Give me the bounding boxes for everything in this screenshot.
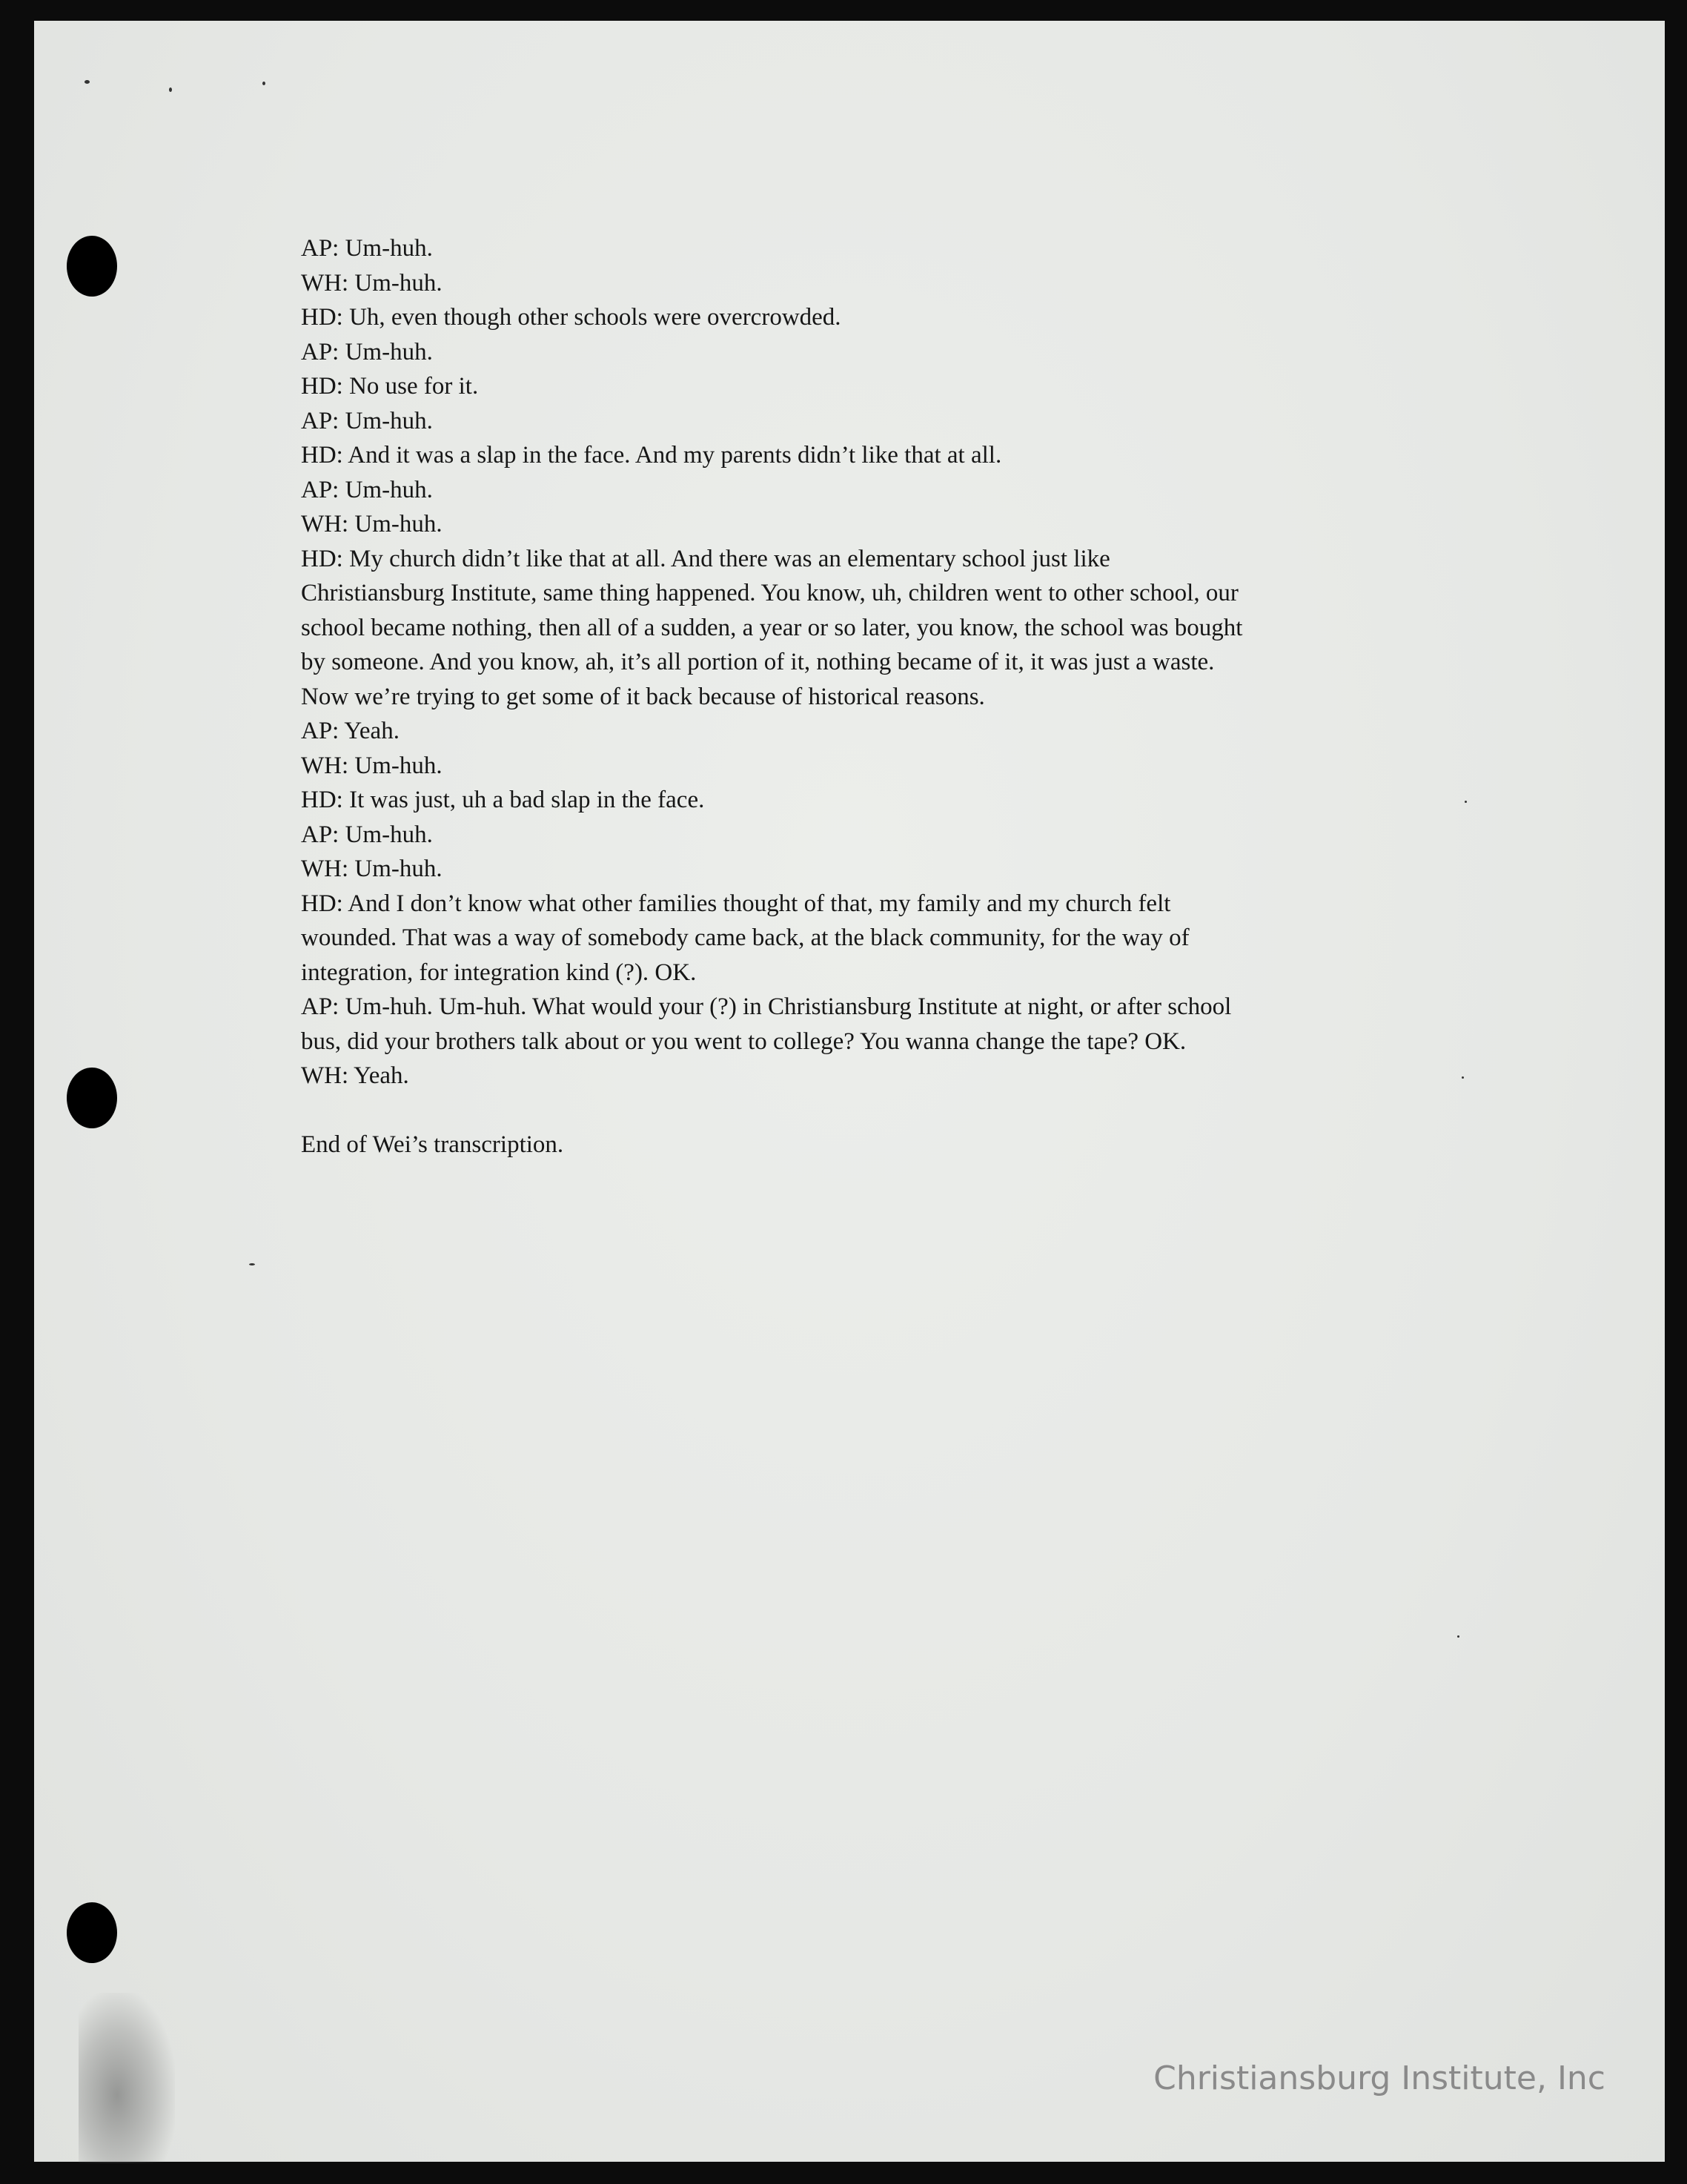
transcript-line: AP: Um-huh. Um-huh. What would your (?) in Christiansburg Institute at night, or after school	[301, 993, 1232, 1020]
transcript-line: HD: No use for it.	[301, 373, 479, 400]
speck	[1457, 1635, 1459, 1638]
transcript-line: AP: Um-huh.	[301, 476, 433, 503]
closing-line: End of Wei’s transcription.	[301, 1131, 564, 1158]
transcript-line: HD: It was just, uh a bad slap in the face.	[301, 787, 705, 813]
transcript-body	[301, 231, 1502, 1162]
punch-hole-bottom	[67, 1902, 117, 1963]
speck	[249, 1263, 255, 1265]
transcript-line: integration, for integration kind (?). OK.	[301, 959, 697, 986]
transcript-line: school became nothing, then all of a sudden, a year or so later, you know, the school was bought	[301, 614, 1243, 641]
transcript-line: HD: And it was a slap in the face. And my parents didn’t like that at all.	[301, 442, 1002, 469]
document-page	[34, 21, 1665, 2162]
punch-hole-middle	[67, 1068, 117, 1128]
transcript-line: bus, did your brothers talk about or you went to college? You wanna change the tape? OK.	[301, 1028, 1187, 1055]
transcript-line: Christiansburg Institute, same thing happened. You know, uh, children went to other school, our	[301, 580, 1239, 606]
transcript-line: by someone. And you know, ah, it’s all portion of it, nothing became of it, it was just a waste.	[301, 649, 1215, 675]
speck	[84, 80, 90, 84]
punch-hole-top	[67, 236, 117, 297]
transcript-line: WH: Um-huh.	[301, 511, 443, 537]
paragraph-gap	[301, 1093, 1502, 1128]
transcript-line: AP: Um-huh.	[301, 338, 433, 365]
transcript-line: HD: And I don’t know what other families thought of that, my family and my church felt	[301, 890, 1171, 917]
transcript-line: HD: My church didn’t like that at all. And there was an elementary school just like	[301, 545, 1110, 572]
transcript-line: AP: Yeah.	[301, 718, 400, 744]
transcript-line: wounded. That was a way of somebody came back, at the black community, for the way of	[301, 924, 1190, 951]
transcript-line: AP: Um-huh.	[301, 821, 433, 848]
watermark: Christiansburg Institute, Inc	[1153, 2059, 1605, 2097]
transcript-line: WH: Um-huh.	[301, 856, 443, 882]
transcript-line: Now we’re trying to get some of it back because of historical reasons.	[301, 683, 985, 710]
transcript-line: AP: Um-huh.	[301, 235, 433, 262]
transcript-line: WH: Yeah.	[301, 1062, 409, 1089]
transcript-line: WH: Um-huh.	[301, 752, 443, 779]
transcript-line: AP: Um-huh.	[301, 407, 433, 434]
speck	[169, 87, 172, 92]
transcript-line: WH: Um-huh.	[301, 269, 443, 297]
transcript-line: HD: Uh, even though other schools were overcrowded.	[301, 304, 841, 331]
speck	[262, 82, 265, 85]
scan-smudge	[79, 1993, 175, 2163]
